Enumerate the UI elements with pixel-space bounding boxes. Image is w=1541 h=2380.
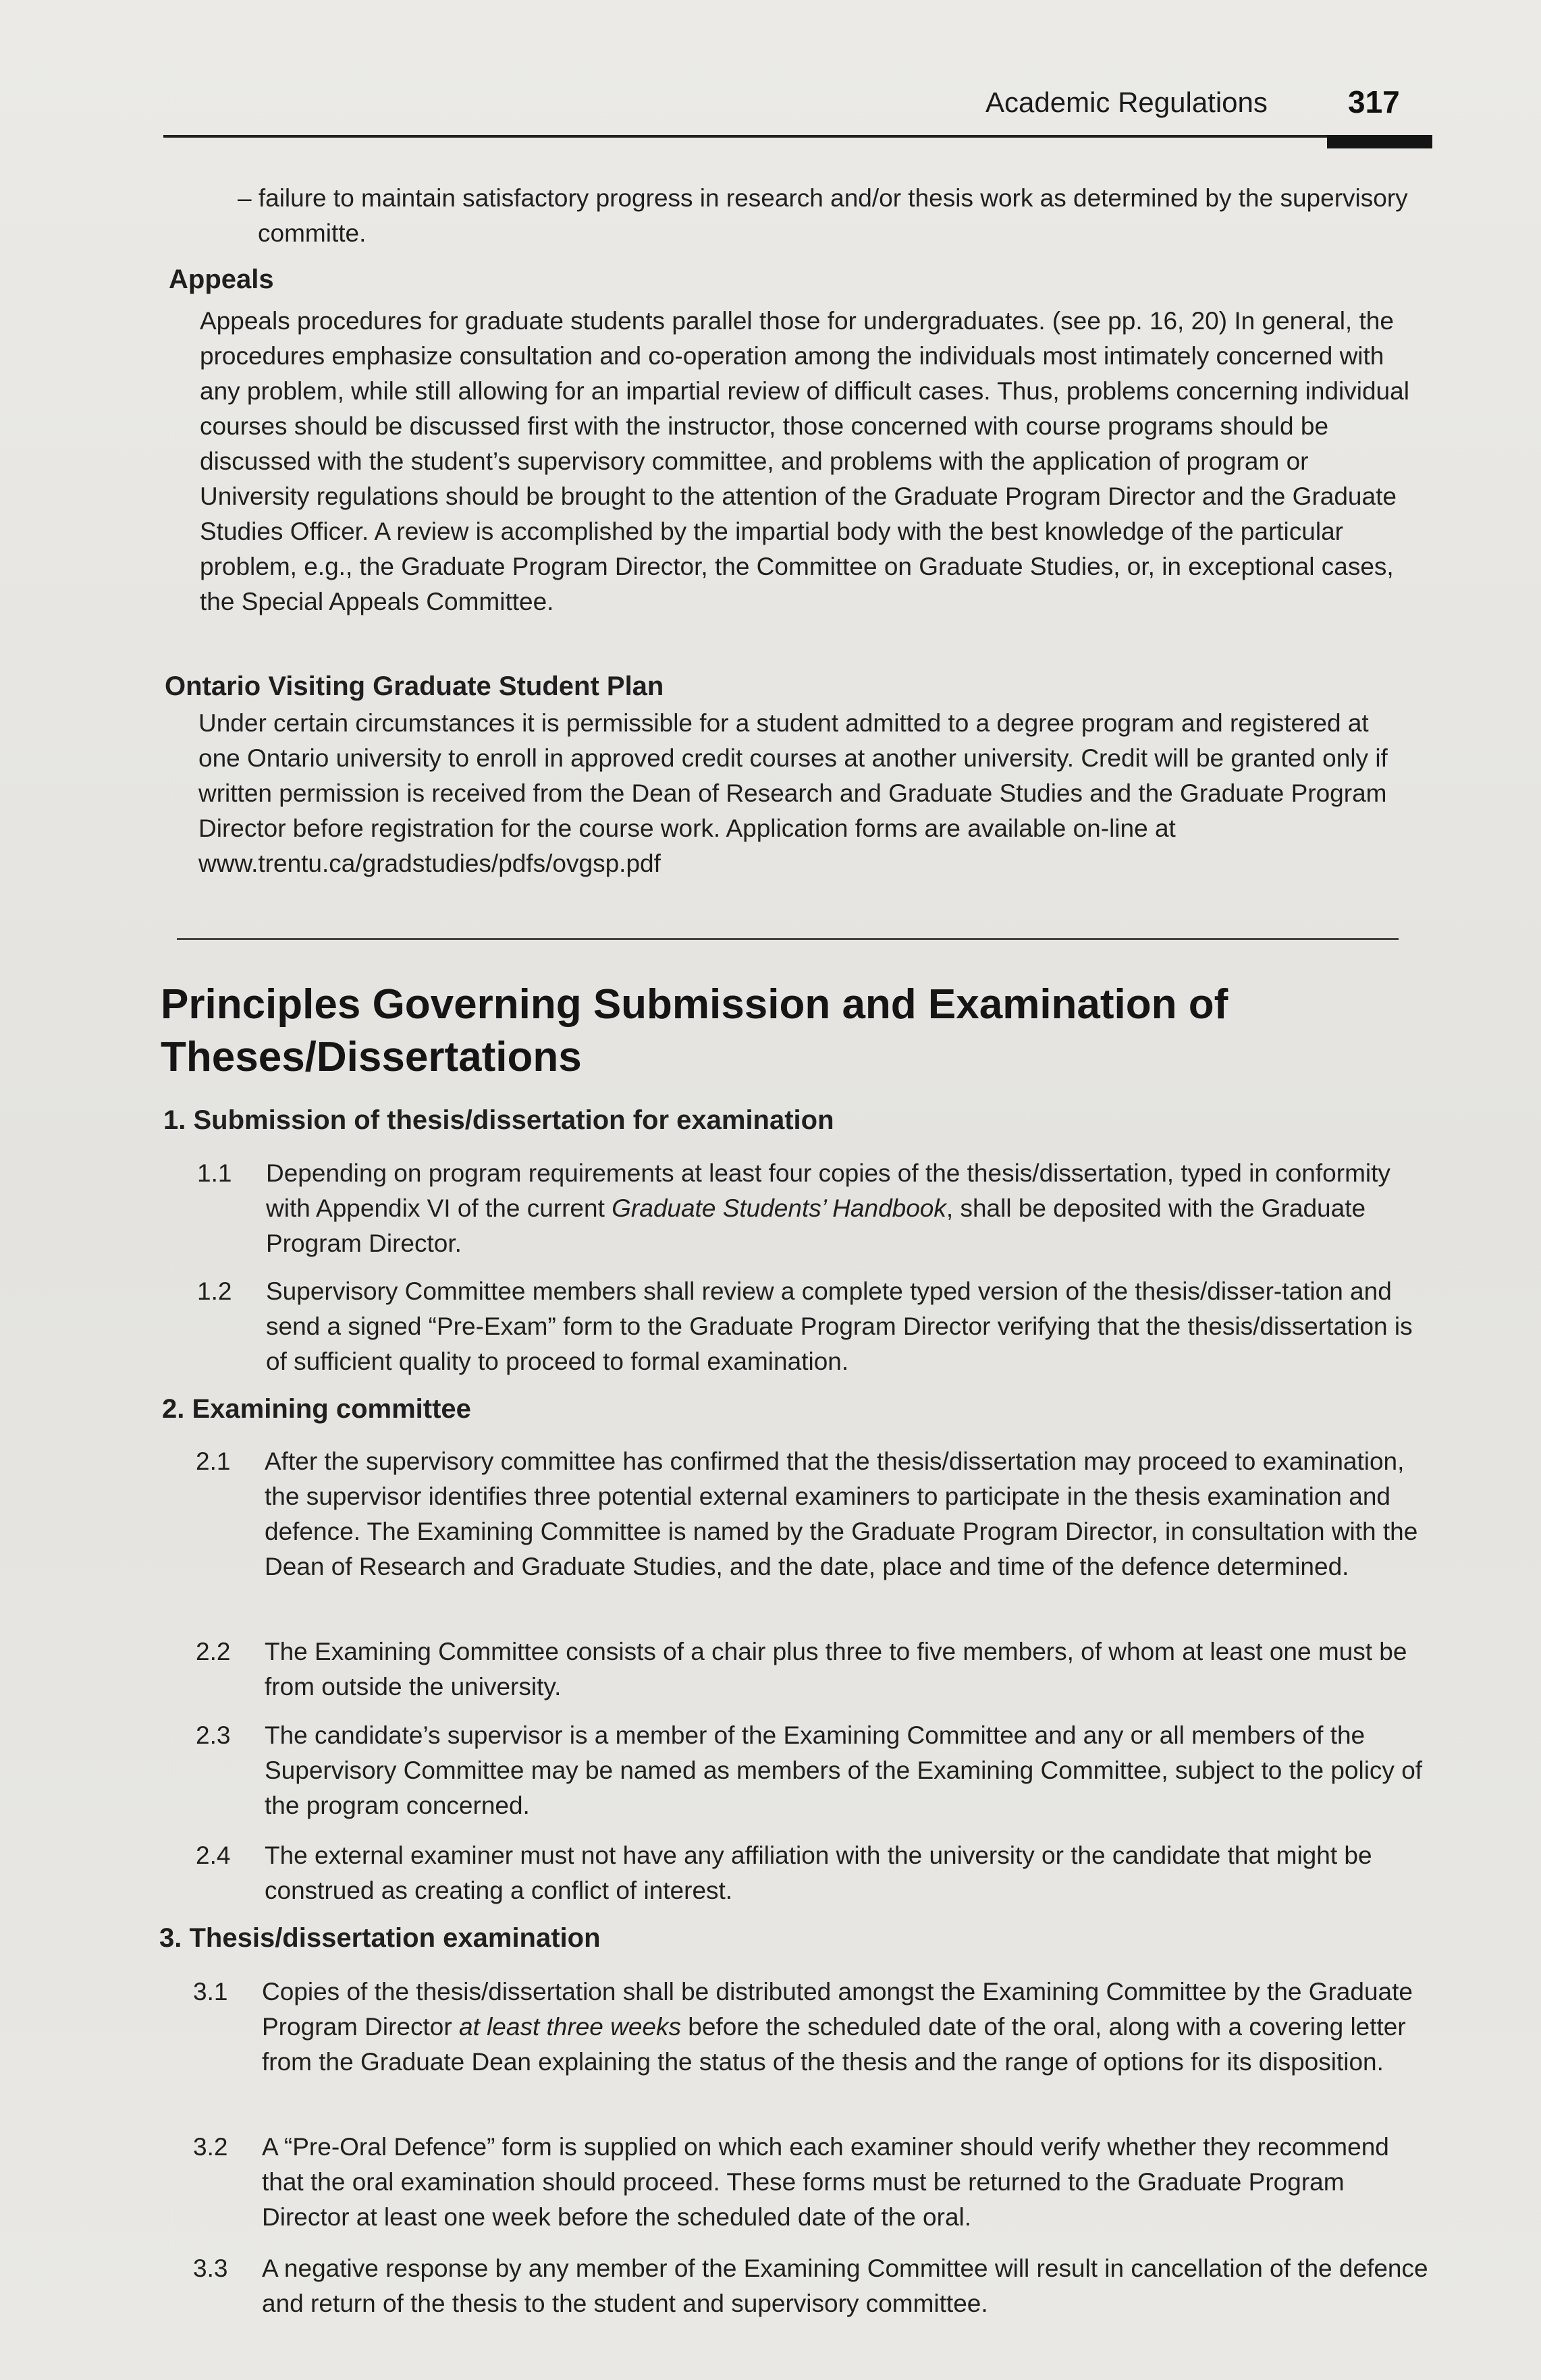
- item-text: Supervisory Committee members shall review a complete typed version of the thesis/disser-tation and send a signed “Pre-Exam” form to the Graduate Program Director verifying that the thesis/dissertation is of sufficient quality to proceed to formal examination.: [266, 1277, 1413, 1375]
- section-1-heading: 1. Submission of thesis/dissertation for examination: [163, 1105, 834, 1135]
- item-number: 2.4: [196, 1842, 231, 1869]
- section-2-heading: 2. Examining committee: [162, 1394, 471, 1424]
- item-number: 1.2: [197, 1277, 232, 1305]
- handbook-title: Graduate Students’ Handbook: [612, 1194, 946, 1222]
- item-number: 3.2: [193, 2133, 228, 2161]
- principles-title: Principles Governing Submission and Examination of Theses/Dissertations: [161, 981, 1228, 1080]
- section-divider: [177, 938, 1399, 940]
- running-head: Academic Regulations: [985, 86, 1268, 118]
- item-number: 3.1: [193, 1978, 228, 2005]
- three-weeks-emphasis: at least three weeks: [458, 2013, 682, 2041]
- item-text: A negative response by any member of the Examining Committee will result in cancellation of the defence and return of the thesis to the student and supervisory committee.: [262, 2254, 1428, 2317]
- item-text: A “Pre-Oral Defence” form is supplied on which each examiner should verify whether they recommend that the oral examination should proceed. These forms must be returned to the Graduate Program Director at least one week before the scheduled date of the oral.: [262, 2133, 1389, 2231]
- item-text: The Examining Committee consists of a chair plus three to five members, of whom at least one must be from outside the university.: [265, 1638, 1407, 1700]
- item-number: 2.1: [196, 1447, 231, 1475]
- item-text: The external examiner must not have any affiliation with the university or the candidate that might be construed as creating a conflict of interest.: [265, 1842, 1372, 1904]
- item-text: The candidate’s supervisor is a member of the Examining Committee and any or all members of the Supervisory Committee may be named as members of the Examining Committee, subject to the policy of the program concerned.: [265, 1721, 1423, 1819]
- appeals-heading: Appeals: [169, 265, 274, 294]
- item-number: 1.1: [197, 1159, 232, 1187]
- failure-bullet: – failure to maintain satisfactory progress in research and/or thesis work as determined by the supervisory committe.: [238, 184, 1408, 247]
- appeals-body: Appeals procedures for graduate students parallel those for undergraduates. (see pp. 16, 20) In general, the procedures emphasize consultation and co-operation among the individuals most intimately concerned with any problem, while still allowing for an impartial review of difficult cases. Thus, problems concerning individual courses should be discussed first with the instructor, those concerned with course programs should be discussed with the student’s supervisory committee, and problems with the application of program or University regulations should be brought to the attention of the Graduate Program Director and the Graduate Studies Officer. A review is accomplished by the impartial body with the best knowledge of the particular problem, e.g., the Graduate Program Director, the Committee on Graduate Studies, or, in exceptional cases, the Special Appeals Committee.: [200, 307, 1409, 615]
- item-text: After the supervisory committee has confirmed that the thesis/dissertation may proceed to examination, the supervisor identifies three potential external examiners to participate in the thesis examination and defence. The Examining Committee is named by the Graduate Program Director, in consultation with the Dean of Research and Graduate Studies, and the date, place and time of the defence determined.: [265, 1447, 1418, 1580]
- item-text: Copies of the thesis/dissertation shall be distributed amongst the Examining Committee by the Graduate Program Director at least three weeks before the scheduled date of the oral, along with a covering letter from the Graduate Dean explaining the status of the thesis and the range of options for its disposition.: [262, 1978, 1413, 2076]
- section-3-heading: 3. Thesis/dissertation examination: [159, 1923, 601, 1953]
- item-number: 2.3: [196, 1721, 231, 1749]
- item-number: 2.2: [196, 1638, 231, 1665]
- page-number: 317: [1348, 84, 1400, 119]
- ovgsp-body: Under certain circumstances it is permissible for a student admitted to a degree program and registered at one Ontario university to enroll in approved credit courses at another university. Credit will be granted only if written permission is received from the Dean of Research and Graduate Studies and the Graduate Program Director before registration for the course work. Application forms are available on-line at www.trentu.ca/gradstudies/pdfs/ovgsp.pdf: [198, 709, 1388, 877]
- ovgsp-heading: Ontario Visiting Graduate Student Plan: [165, 671, 664, 701]
- item-text: Depending on program requirements at least four copies of the thesis/dissertation, typed in conformity with Appendix VI of the current Graduate Students’ Handbook, shall be deposited with the Graduate Program Director.: [266, 1159, 1390, 1257]
- header-rule: [163, 135, 1432, 138]
- item-number: 3.3: [193, 2254, 228, 2282]
- header-tab-marker: [1327, 135, 1432, 148]
